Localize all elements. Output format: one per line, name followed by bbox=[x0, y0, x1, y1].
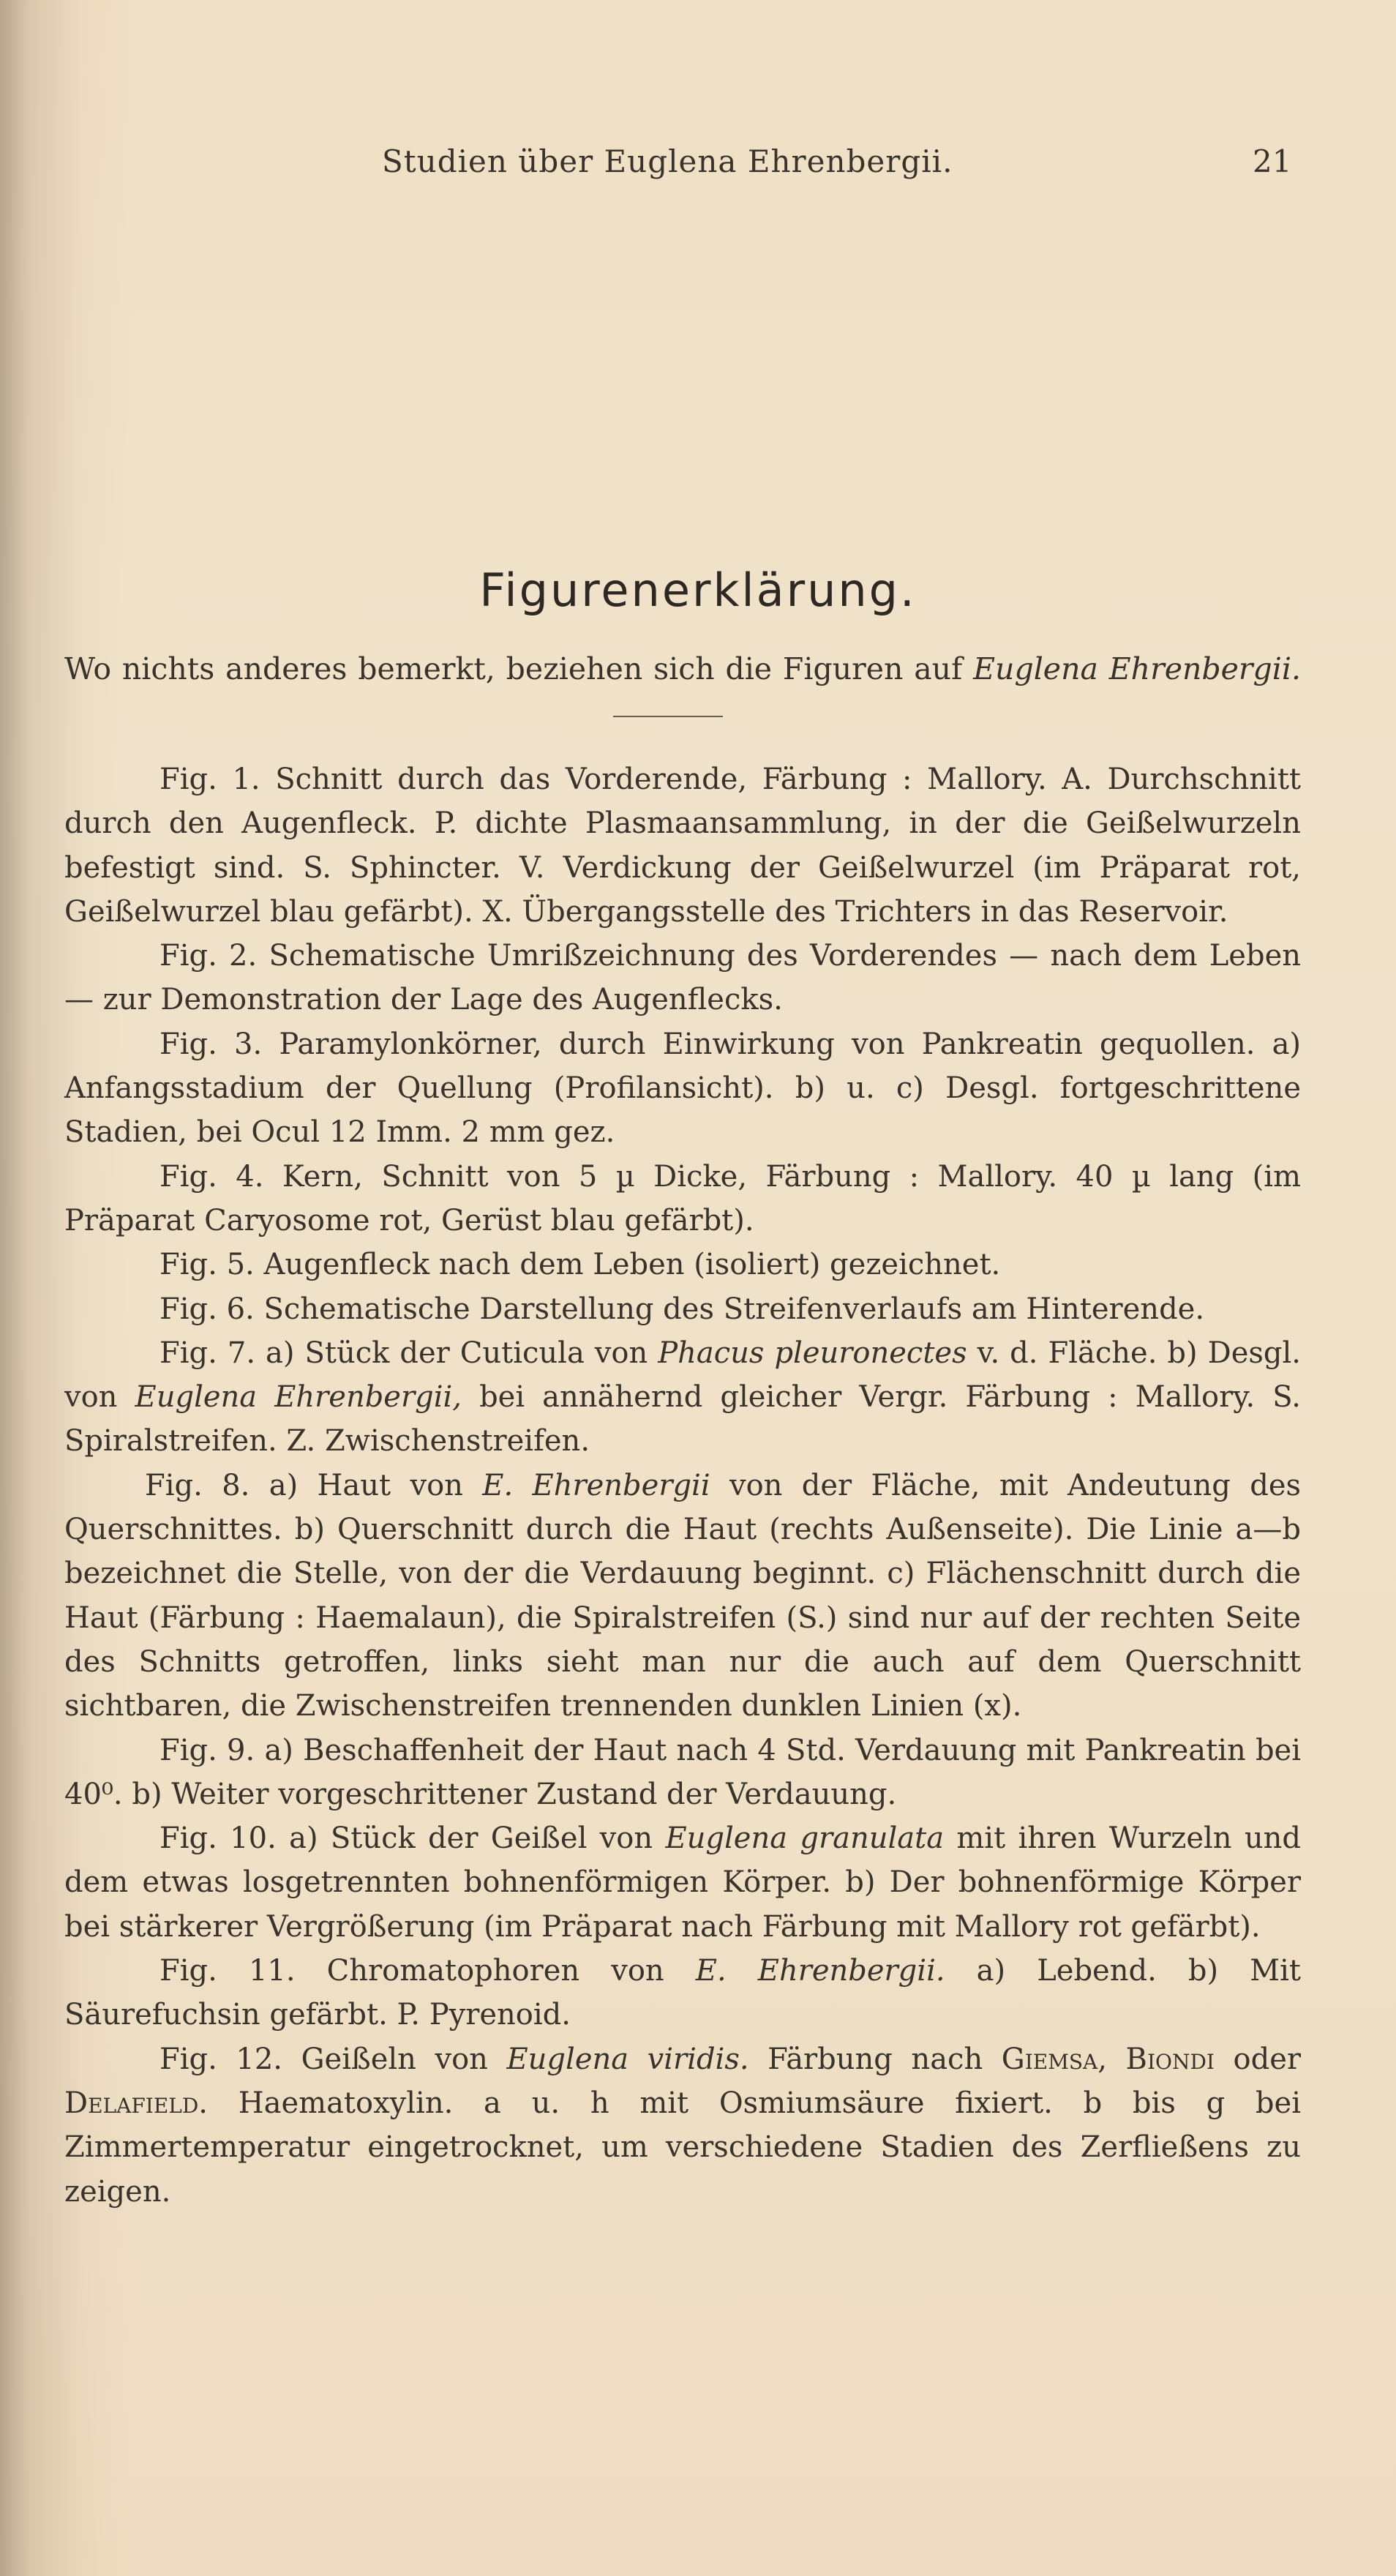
figure-caption bbox=[64, 1331, 1301, 1464]
caption-text: Schematische Umrißzeichnung des Vorderendes — nach dem Leben — zur Demonstration der Lage des Augenflecks. bbox=[64, 939, 1302, 1017]
caption-text: bei annähernd gleicher Vergr. Färbung : Mallory. S. Spiralstreifen. Z. Zwischenstreifen. bbox=[64, 1380, 1301, 1459]
caption-text: Schematische Darstellung des Streifenverlaufs am Hinterende. bbox=[263, 1292, 1205, 1326]
running-head bbox=[0, 143, 1396, 195]
caption-text: . Haematoxylin. a u. h mit Osmiumsäure fixiert. b bis g bei Zimmertemperatur eingetrocknet, um verschiedene Stadien des Zerfließens zu zeigen. bbox=[64, 2086, 1301, 2209]
page-number: 21 bbox=[1253, 143, 1292, 179]
caption-text: mit ihren Wurzeln und dem etwas losgetrennten bohnenförmigen Körper. b) Der bohnenförmige Körper bei stärkerer Vergrößerung (im Präparat nach Färbung mit Mallory rot gefärbt). bbox=[64, 1821, 1301, 1944]
figure-caption bbox=[64, 934, 1301, 1022]
figure-captions bbox=[64, 757, 1301, 2214]
figure-caption bbox=[64, 1287, 1301, 1331]
figure-label: Fig. 9. bbox=[160, 1733, 255, 1767]
caption-text: Geißeln von bbox=[301, 2042, 507, 2076]
figure-label: Fig. 8. bbox=[145, 1468, 250, 1502]
species-name: Euglena Ehrenbergii, bbox=[135, 1380, 462, 1415]
figure-caption bbox=[64, 1464, 1301, 1729]
figure-caption bbox=[64, 1022, 1301, 1155]
figure-label: Fig. 11. bbox=[160, 1954, 296, 1988]
figure-caption bbox=[64, 1729, 1301, 1817]
caption-text: oder bbox=[1214, 2042, 1301, 2076]
author-name: Giemsa bbox=[1001, 2042, 1098, 2076]
intro-species: Euglena Ehrenbergii. bbox=[973, 651, 1301, 686]
figure-label: Fig. 7. bbox=[160, 1336, 256, 1370]
figure-label: Fig. 4. bbox=[160, 1159, 264, 1194]
intro-text: Wo nichts anderes bemerkt, beziehen sich die Figuren auf bbox=[64, 651, 963, 686]
caption-text: Schnitt durch das Vorderende, Färbung : Mallory. A. Durchschnitt durch den Augenfleck. P. dichte Plasmaansammlung, in der die Geißelwurzeln befestigt sind. S. Sphincter. V. Verdickung der Geißelwurzel (im Präparat rot, Geißelwurzel blau gefärbt). X. Übergangsstelle des Trichters in das Reservoir. bbox=[64, 763, 1301, 929]
author-name: Biondi bbox=[1125, 2042, 1215, 2076]
species-name: E. Ehrenbergii. bbox=[695, 1954, 945, 1988]
caption-text: Färbung nach bbox=[748, 2042, 1002, 2076]
species-name: Euglena viridis. bbox=[506, 2042, 749, 2076]
separator-rule bbox=[613, 716, 723, 717]
figure-caption bbox=[64, 1155, 1301, 1243]
caption-text: Kern, Schnitt von 5 µ Dicke, Färbung : Mallory. 40 µ lang (im Präparat Caryosome rot, Gerüst blau gefärbt). bbox=[64, 1159, 1302, 1238]
figure-label: Fig. 10. bbox=[160, 1821, 277, 1856]
caption-text: a) Lebend. b) Mit Säurefuchsin gefärbt. P. Pyrenoid. bbox=[64, 1954, 1301, 2032]
figure-label: Fig. 12. bbox=[160, 2042, 283, 2076]
figure-caption bbox=[64, 757, 1301, 934]
running-title: Studien über Euglena Ehrenbergii. bbox=[382, 143, 953, 179]
figure-label: Fig. 2. bbox=[160, 939, 258, 973]
caption-text: Augenfleck nach dem Leben (isoliert) gezeichnet. bbox=[263, 1248, 1001, 1282]
author-name: Delafield bbox=[64, 2086, 199, 2120]
caption-text: a) Stück der Cuticula von bbox=[266, 1336, 658, 1370]
section-heading: Figurenerklärung. bbox=[479, 564, 917, 617]
caption-text: v. d. Fläche. b) Desgl. von bbox=[64, 1336, 1301, 1415]
caption-text: Paramylonkörner, durch Einwirkung von Pankreatin gequollen. a) Anfangsstadium der Quellung (Profilansicht). b) u. c) Desgl. fortgeschrittene Stadien, bei Ocul 12 Imm. 2 mm gez. bbox=[64, 1027, 1302, 1150]
species-name: Phacus pleuronectes bbox=[658, 1336, 967, 1370]
caption-text: Chromatophoren von bbox=[326, 1954, 696, 1988]
figure-label: Fig. 1. bbox=[160, 763, 260, 796]
intro-paragraph bbox=[64, 648, 1301, 690]
species-name: E. Ehrenbergii bbox=[482, 1468, 710, 1502]
figure-caption bbox=[64, 1949, 1301, 2037]
caption-text: a) Haut von bbox=[269, 1468, 483, 1502]
figure-caption bbox=[64, 2037, 1301, 2214]
caption-text: von der Fläche, mit Andeutung des Querschnittes. b) Querschnitt durch die Haut (rechts Außenseite). Die Linie a—b bezeichnet die Stelle, von der die Verdauung beginnt. c) Flächenschnitt durch die Haut (Färbung : Haemalaun), die Spiralstreifen (S.) sind nur auf der rechten Seite des Schnitts getroffen, links sieht man nur die auch auf dem Querschnitt sichtbaren, die Zwischenstreifen trennenden dunklen Linien (x). bbox=[64, 1468, 1302, 1723]
figure-label: Fig. 3. bbox=[160, 1027, 263, 1061]
caption-text: a) Stück der Geißel von bbox=[289, 1821, 666, 1856]
figure-label: Fig. 5. bbox=[160, 1248, 255, 1282]
caption-text: , bbox=[1097, 2042, 1126, 2076]
figure-caption bbox=[64, 1816, 1301, 1949]
species-name: Euglena granulata bbox=[665, 1821, 945, 1856]
caption-text: a) Beschaffenheit der Haut nach 4 Std. Verdauung mit Pankreatin bei 40⁰. b) Weiter vorgeschrittener Zustand der Verdauung. bbox=[64, 1733, 1302, 1811]
figure-label: Fig. 6. bbox=[160, 1292, 255, 1326]
figure-caption bbox=[64, 1243, 1301, 1287]
